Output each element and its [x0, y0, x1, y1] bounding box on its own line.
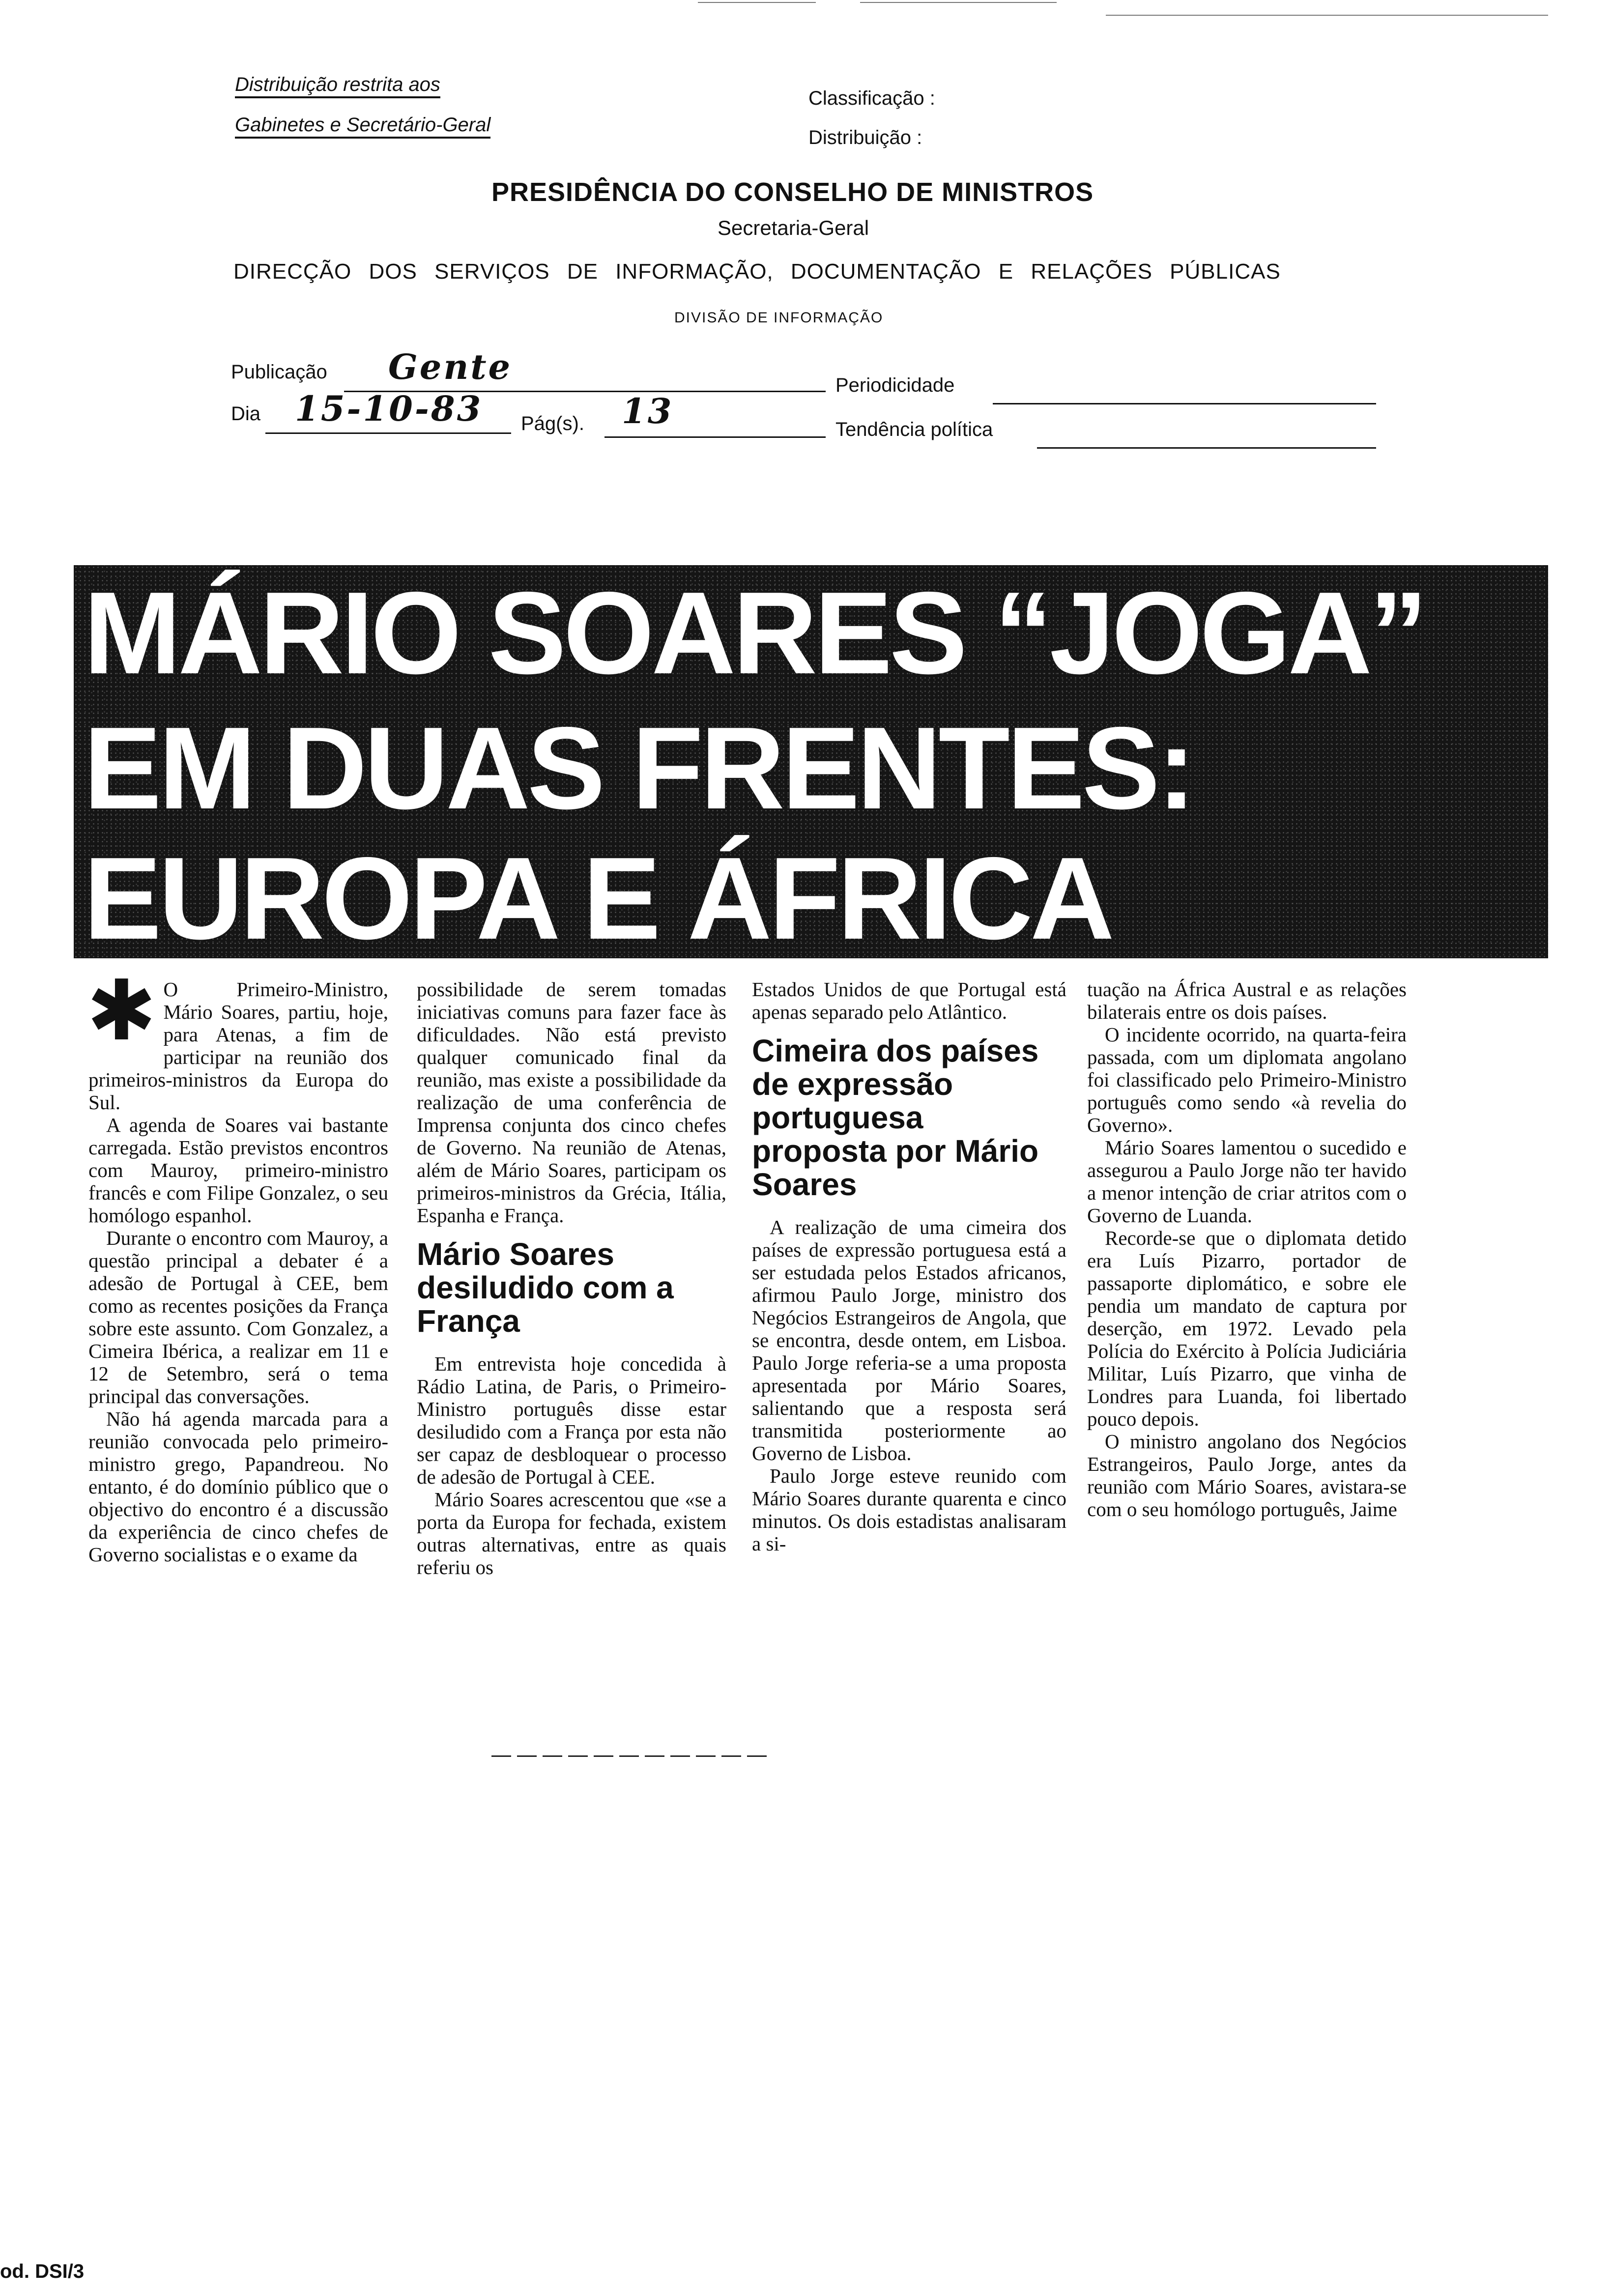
paragraph: Em entrevista hoje concedida à Rádio Latina, de Paris, o Primeiro-Ministro português disse estar desiludido com a França por esta não ser capaz de desbloquear o processo de adesão de Portugal à CEE. [417, 1352, 726, 1488]
paragraph: Mário Soares lamentou o sucedido e assegurou a Paulo Jorge não ter havido a menor intenção de criar atritos com o Governo de Luanda. [1087, 1136, 1407, 1227]
paragraph: A agenda de Soares vai bastante carregada. Estão previstos encontros com Mauroy, primeiro-ministro francês e com Filipe Gonzalez, o seu homólogo espanhol. [88, 1114, 388, 1227]
publicacao-handwritten: Gente [388, 346, 513, 387]
restricted-line2: Gabinetes e Secretário-Geral [235, 114, 490, 136]
classificacao-label: Classificação : [808, 87, 935, 109]
paragraph: O ministro angolano dos Negócios Estrangeiros, Paulo Jorge, antes da reunião com Mário Soares, avistara-se com o seu homólogo português, Jaime [1087, 1430, 1407, 1521]
article-column-4 [1087, 978, 1407, 1521]
pags-rule [604, 436, 826, 438]
paragraph: Durante o encontro com Mauroy, a questão principal a debater é a adesão de Portugal à CEE, bem como as recentes posições da França sobre este assunto. Com Gonzalez, a Cimeira Ibérica, a realizar em 11 e 12 de Setembro, será o tema principal das conversações. [88, 1227, 388, 1407]
article-column-3 [752, 978, 1066, 1555]
dia-handwritten: 15-10-83 [295, 388, 483, 429]
paragraph: O incidente ocorrido, na quarta-feira passada, com um diplomata angolano foi classificado pelo Primeiro-Ministro português como sendo «à revelia do Governo». [1087, 1023, 1407, 1136]
dia-rule [265, 432, 511, 434]
asterisk-bullet-icon: ✱ [86, 962, 157, 1060]
pags-handwritten: 13 [622, 391, 674, 431]
periodicidade-label: Periodicidade [835, 374, 955, 396]
tendencia-label: Tendência política [835, 419, 993, 440]
headline-line1: MÁRIO SOARES “JOGA” [84, 568, 1425, 698]
paragraph: A realização de uma cimeira dos países de expressão portuguesa está a ser estudada pelos Estados africanos, afirmou Paulo Jorge, ministro dos Negócios Estrangeiros de Angola, que se encontra, desde ontem, em Lisboa. Paulo Jorge referia-se a uma proposta apresentada por Mário Soares, salientando que a resposta será transmitida posteriormente ao Governo de Lisboa. [752, 1216, 1066, 1464]
headline-block [74, 565, 1548, 958]
presidencia-title: PRESIDÊNCIA DO CONSELHO DE MINISTROS [491, 177, 1094, 207]
paragraph: O Primeiro-Ministro, Mário Soares, partiu, hoje, para Atenas, a fim de participar na reunião dos primeiros-ministros da Europa do Sul. [88, 978, 388, 1114]
paragraph: Recorde-se que o diplomata detido era Luís Pizarro, portador de passaporte diplomático, e sobre ele pendia um mandato de captura por deserção, em 1972. Levado pela Polícia do Exército à Polícia Judiciária Militar, Luís Pizarro, que vinha de Londres para Luanda, foi libertado pouco depois. [1087, 1227, 1407, 1430]
headline-line2: EM DUAS FRENTES: [84, 703, 1193, 833]
paragraph: tuação na África Austral e as relações bilaterais entre os dois países. [1087, 978, 1407, 1023]
scan-line [860, 2, 1057, 3]
pags-label: Pág(s). [521, 413, 584, 434]
restricted-line1: Distribuição restrita aos [235, 74, 440, 96]
distribuicao-label: Distribuição : [808, 127, 922, 148]
direccao-title: DIRECÇÃO DOS SERVIÇOS DE INFORMAÇÃO, DOCUMENTAÇÃO E RELAÇÕES PÚBLICAS [233, 259, 1281, 284]
secretaria-geral: Secretaria-Geral [718, 216, 869, 239]
subhead-cimeira: Cimeira dos países de expressão portuguesa proposta por Mário Soares [752, 1033, 1039, 1202]
scan-line [698, 2, 816, 3]
publicacao-label: Publicação [231, 361, 327, 383]
article-column-2 [417, 978, 726, 1578]
article-column-1 [86, 962, 388, 1566]
headline-line3: EUROPA E ÁFRICA [84, 833, 1112, 958]
scan-line [1106, 15, 1548, 16]
subhead-desiludido: Mário Soares desiludido com a França [417, 1236, 674, 1339]
paragraph: Estados Unidos de que Portugal está apenas separado pelo Atlântico. [752, 978, 1066, 1023]
periodicidade-rule [993, 403, 1376, 404]
divisao-title: DIVISÃO DE INFORMAÇÃO [674, 310, 884, 326]
paragraph: Mário Soares acrescentou que «se a porta da Europa for fechada, existem outras alternativas, entre as quais referiu os [417, 1488, 726, 1578]
dia-label: Dia [231, 403, 261, 425]
paragraph: Paulo Jorge esteve reunido com Mário Soares durante quarenta e cinco minutos. Os dois estadistas analisaram a si- [752, 1464, 1066, 1555]
form-code: od. DSI/3 [0, 2261, 85, 2282]
paragraph: possibilidade de serem tomadas iniciativas comuns para fazer face às dificuldades. Não está previsto qualquer comunicado final da reunião, mas existe a possibilidade da realização de uma conferência de Imprensa conjunta dos cinco chefes de Governo. Na reunião de Atenas, além de Mário Soares, participam os primeiros-ministros da Grécia, Itália, Espanha e França. [417, 978, 726, 1227]
tendencia-rule [1037, 447, 1376, 449]
column-end-rule [491, 1755, 767, 1757]
paragraph: Não há agenda marcada para a reunião convocada pelo primeiro-ministro grego, Papandreou. No entanto, é do domínio público que o objectivo do encontro é a discussão da experiência de cinco chefes de Governo socialistas e o exame da [88, 1407, 388, 1566]
